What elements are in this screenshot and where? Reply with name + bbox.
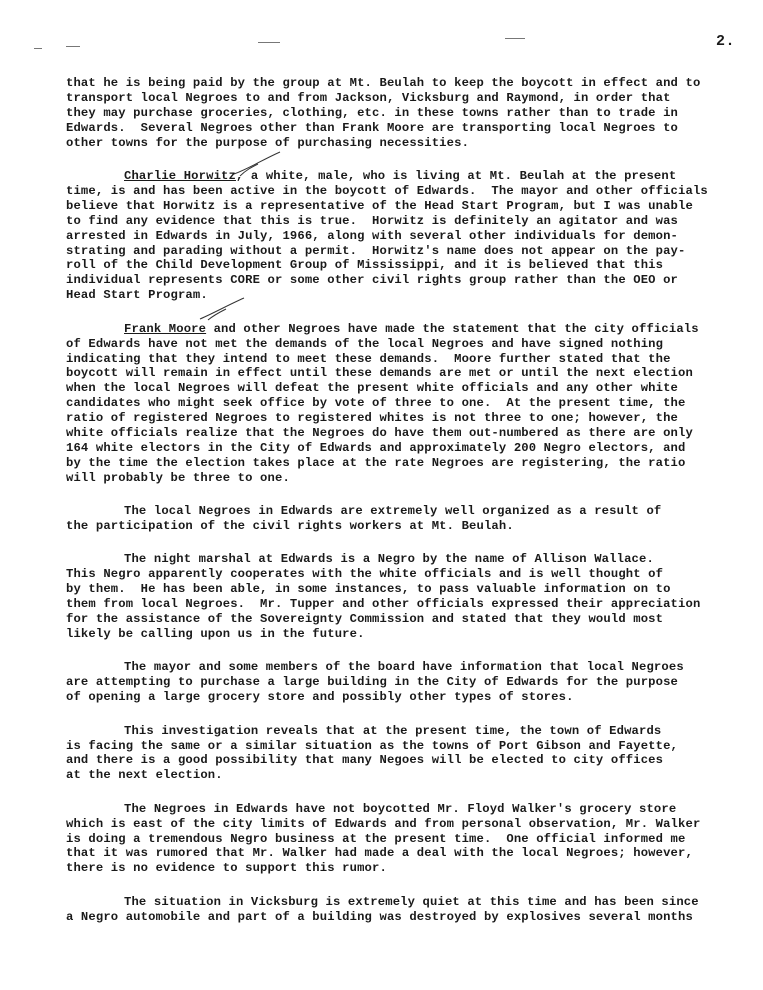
paragraph-walker-store bbox=[66, 802, 726, 877]
text-line: which is east of the city limits of Edwards and from personal observation, Mr. Walker bbox=[66, 816, 701, 831]
text-line: a Negro automobile and part of a building was destroyed by explosives several months bbox=[66, 909, 693, 924]
scan-smudge bbox=[258, 42, 280, 43]
text-line: when the local Negroes will defeat the present white officials and any other white bbox=[66, 381, 679, 396]
text-line: of opening a large grocery store and possibly other types of stores. bbox=[66, 690, 574, 705]
text-line: 164 white electors in the City of Edwards and approximately 200 Negro electors, and bbox=[66, 440, 686, 455]
text-line: will probably be three to one. bbox=[66, 470, 290, 485]
text-line: at the next election. bbox=[66, 768, 223, 783]
paragraph-investigation bbox=[66, 724, 726, 784]
text-line: The night marshal at Edwards is a Negro by the name of Allison Wallace. bbox=[124, 552, 654, 567]
text-line: and other Negroes have made the statement that the city officials bbox=[206, 321, 699, 336]
text-line: that it was rumored that Mr. Walker had made a deal with the local Negroes; however, bbox=[66, 846, 693, 861]
text-line: Head Start Program. bbox=[66, 288, 208, 303]
text-line: them from local Negroes. Mr. Tupper and other officials expressed their appreciation bbox=[66, 597, 701, 612]
text-line: by the time the election takes place at the rate Negroes are registering, the ratio bbox=[66, 455, 686, 470]
text-line: candidates who might seek office by vote of three to one. At the present time, the bbox=[66, 396, 686, 411]
scan-smudge bbox=[34, 48, 42, 49]
text-line: roll of the Child Development Group of Mississippi, and it is believed that this bbox=[66, 258, 664, 273]
text-line: boycott will remain in effect until these demands are met or until the next election bbox=[66, 366, 693, 381]
page-number: 2. bbox=[715, 33, 735, 50]
paragraph-organization bbox=[66, 504, 726, 534]
text-line: they may purchase groceries, clothing, etc. in these towns rather than to trade in bbox=[66, 105, 679, 120]
person-name: Frank Moore bbox=[124, 321, 207, 336]
text-line: indicating that they intend to meet these demands. Moore further stated that the bbox=[66, 351, 671, 366]
text-line: and there is a good possibility that many Negoes will be elected to city offices bbox=[66, 753, 664, 768]
paragraph-boycott-transport bbox=[66, 76, 726, 151]
scan-smudge bbox=[66, 46, 80, 47]
text-line: for the assistance of the Sovereignty Commission and stated that they would most bbox=[66, 612, 664, 627]
text-line: that he is being paid by the group at Mt. Beulah to keep the boycott in effect and to bbox=[66, 76, 701, 90]
scan-smudge bbox=[505, 38, 525, 39]
text-line: time, is and has been active in the boycott of Edwards. The mayor and other officials bbox=[66, 183, 708, 198]
text-line: arrested in Edwards in July, 1966, along with several other individuals for demon- bbox=[66, 228, 679, 243]
text-line: strating and parading without a permit. Horwitz's name does not appear on the pay- bbox=[66, 243, 686, 258]
text-line: other towns for the purpose of purchasing necessities. bbox=[66, 135, 470, 150]
text-line: are attempting to purchase a large building in the City of Edwards for the purpose bbox=[66, 675, 679, 690]
text-line: This Negro apparently cooperates with the white officials and is well thought of bbox=[66, 567, 664, 582]
paragraph-night-marshal bbox=[66, 552, 726, 641]
text-line: individual represents CORE or some other civil rights group rather than the OEO or bbox=[66, 273, 679, 288]
person-name: Charlie Horwitz bbox=[124, 169, 236, 184]
text-line: the participation of the civil rights workers at Mt. Beulah. bbox=[66, 519, 514, 534]
text-line: there is no evidence to support this rumor. bbox=[66, 861, 387, 876]
paragraph-building-purchase bbox=[66, 660, 726, 705]
text-line: , a white, male, who is living at Mt. Beulah at the present bbox=[235, 169, 677, 184]
text-line: believe that Horwitz is a representative of the Head Start Program, but I was unable bbox=[66, 198, 693, 213]
paragraph-charlie-horwitz bbox=[66, 169, 726, 303]
text-line: The local Negroes in Edwards are extremely well organized as a result of bbox=[124, 504, 662, 519]
text-line: The mayor and some members of the board have information that local Negroes bbox=[124, 660, 684, 675]
text-line: to find any evidence that this is true. Horwitz is definitely an agitator and was bbox=[66, 213, 679, 228]
paragraph-frank-moore bbox=[66, 322, 726, 486]
text-line: transport local Negroes to and from Jackson, Vicksburg and Raymond, in order that bbox=[66, 90, 671, 105]
text-line: is facing the same or a similar situation as the towns of Port Gibson and Fayette, bbox=[66, 738, 679, 753]
text-line: The situation in Vicksburg is extremely quiet at this time and has been since bbox=[124, 894, 699, 909]
text-line: The Negroes in Edwards have not boycotted Mr. Floyd Walker's grocery store bbox=[124, 801, 677, 816]
text-line: Edwards. Several Negroes other than Frank Moore are transporting local Negroes to bbox=[66, 120, 679, 135]
text-line: likely be calling upon us in the future. bbox=[66, 627, 365, 641]
paragraph-vicksburg bbox=[66, 895, 726, 925]
text-line: by them. He has been able, in some instances, to pass valuable information on to bbox=[66, 582, 671, 597]
text-line: This investigation reveals that at the present time, the town of Edwards bbox=[124, 723, 662, 738]
text-line: of Edwards have not met the demands of the local Negroes and have signed nothing bbox=[66, 336, 664, 351]
letter-body bbox=[66, 76, 726, 943]
text-line: ratio of registered Negroes to registered whites is not three to one; however, the bbox=[66, 411, 679, 426]
text-line: white officials realize that the Negroes do have them out-numbered as there are only bbox=[66, 426, 693, 441]
text-line: is doing a tremendous Negro business at the present time. One official informed me bbox=[66, 831, 686, 846]
